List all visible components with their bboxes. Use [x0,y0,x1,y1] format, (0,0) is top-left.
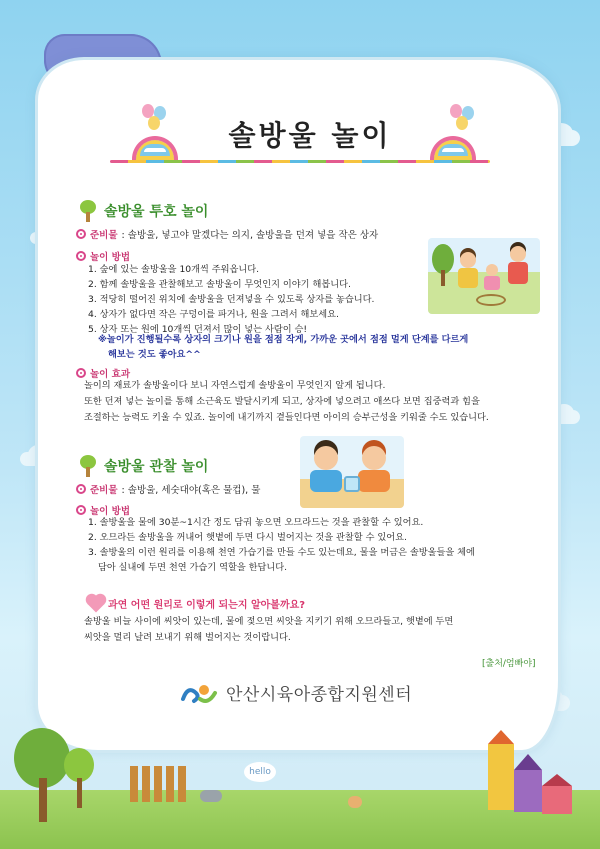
list-item: 담아 실내에 두면 천연 가습기 역할을 한답니다. [98,562,288,573]
tree-left-icon [14,728,70,788]
tree-small-icon [64,748,94,782]
page-title: 솔방울 놀이 [228,119,392,152]
list-item: 4. 상자가 없다면 작은 구덩이를 파거나, 원을 그려서 해보세요. [88,309,339,320]
tree-icon [78,200,98,222]
question-heading [90,596,305,611]
heart-icon [88,595,105,612]
paragraph-line: 또한 던져 넣는 놀이를 통해 소근육도 발달시키게 되고, 상자에 넣으려고 애쓰다 보면 집중력과 힘을 [84,396,480,407]
bullet-icon [76,251,86,261]
tree-icon [78,455,98,477]
paragraph-line: 놀이의 재료가 솔방울이다 보니 자연스럽게 솔방울이 무엇인지 알게 됩니다. [84,380,386,391]
section1-steps [88,262,374,337]
materials-text: : 솔방울, 세숫대야(혹은 물컵), 물 [121,485,261,496]
method-label: 놀이 방법 [90,252,131,263]
list-item: 3. 적당히 떨어진 위치에 솔방울을 던져넣을 수 있도록 상자를 놓습니다. [88,294,375,305]
bullet-icon [76,484,86,494]
center-logo-icon [180,681,218,705]
list-item: 2. 함께 솔방울을 관찰해보고 솔방울이 무엇인지 이야기 해봅니다. [88,279,351,290]
paragraph-line: 조절하는 능력도 키울 수 있죠. 놀이에 내기까지 곁들인다면 아이의 승부근성을 키워줄 수도 있습니다. [84,412,489,423]
note-line: ※놀이가 진행될수록 상자의 크기나 원을 점점 작게, 가까운 곳에서 점점 멀게 단계를 다르게 [98,334,469,345]
section2-title [78,455,208,477]
hello-sign [244,762,276,782]
materials-label: 준비물 [90,230,118,241]
section1-title [78,200,208,222]
section2-materials [76,482,260,496]
effect-label: 놀이 효과 [90,369,131,380]
method-label: 놀이 방법 [90,506,131,517]
dog-icon [348,796,362,808]
house-yellow-icon [488,744,514,810]
list-item: 5. 상자 또는 원에 10개씩 던져서 많이 넣는 사람이 승! [88,324,308,335]
hello-sign-text: hello [249,767,271,777]
kids-throwing-illustration [428,238,540,314]
bullet-icon [76,505,86,515]
materials-label: 준비물 [90,485,118,496]
section1-note [98,332,468,362]
section1-effect-text [84,378,489,426]
list-item: 2. 오므라든 솔방울을 꺼내어 햇볕에 두면 다시 벌어지는 것을 관찰할 수 있어요. [88,532,407,543]
list-item: 1. 숲에 있는 솔방울을 10개씩 주워옵니다. [88,264,260,275]
list-item: 3. 솔방울의 이런 원리를 이용해 천연 가습기를 만들 수도 있는데요, 물을 머금은 솔방울들을 체에 [88,547,475,558]
fence-icon [130,766,186,802]
section2-title-text: 솔방울 관찰 놀이 [104,459,209,475]
paragraph-line: 씨앗을 멀리 날려 보내기 위해 벌어지는 것이랍니다. [84,632,291,643]
cat-icon [200,790,222,802]
section1-title-text: 솔방울 투호 놀이 [104,204,209,220]
bullet-icon [76,368,86,378]
house-purple-icon [514,770,542,812]
section2-steps [88,515,475,575]
title-wrap [130,114,490,160]
house-pink-icon [542,786,572,814]
answer-text [84,614,453,646]
center-logo [180,680,412,705]
question-text: 과연 어떤 원리로 이렇게 되는지 알아볼까요? [108,600,306,611]
note-line: 해보는 것도 좋아요^^ [108,349,201,360]
bullet-icon [76,229,86,239]
paragraph-line: 솔방울 비늘 사이에 씨앗이 있는데, 물에 젖으면 씨앗을 지키기 위해 오므라들고, 햇볕에 두면 [84,616,454,627]
title-underline [110,160,490,163]
materials-text: : 솔방울, 넣고야 말겠다는 의지, 솔방울을 던져 넣을 작은 상자 [121,230,379,241]
list-item: 1. 솔방울을 물에 30분~1시간 정도 담궈 놓으면 오므라드는 것을 관찰할 수 있어요. [88,517,424,528]
section1-method [76,249,130,263]
source-credit: [출처/엄빠야] [482,659,536,669]
section1-materials [76,227,378,241]
kids-observing-illustration [300,436,404,508]
center-logo-text: 안산시육아종합지원센터 [226,685,413,705]
